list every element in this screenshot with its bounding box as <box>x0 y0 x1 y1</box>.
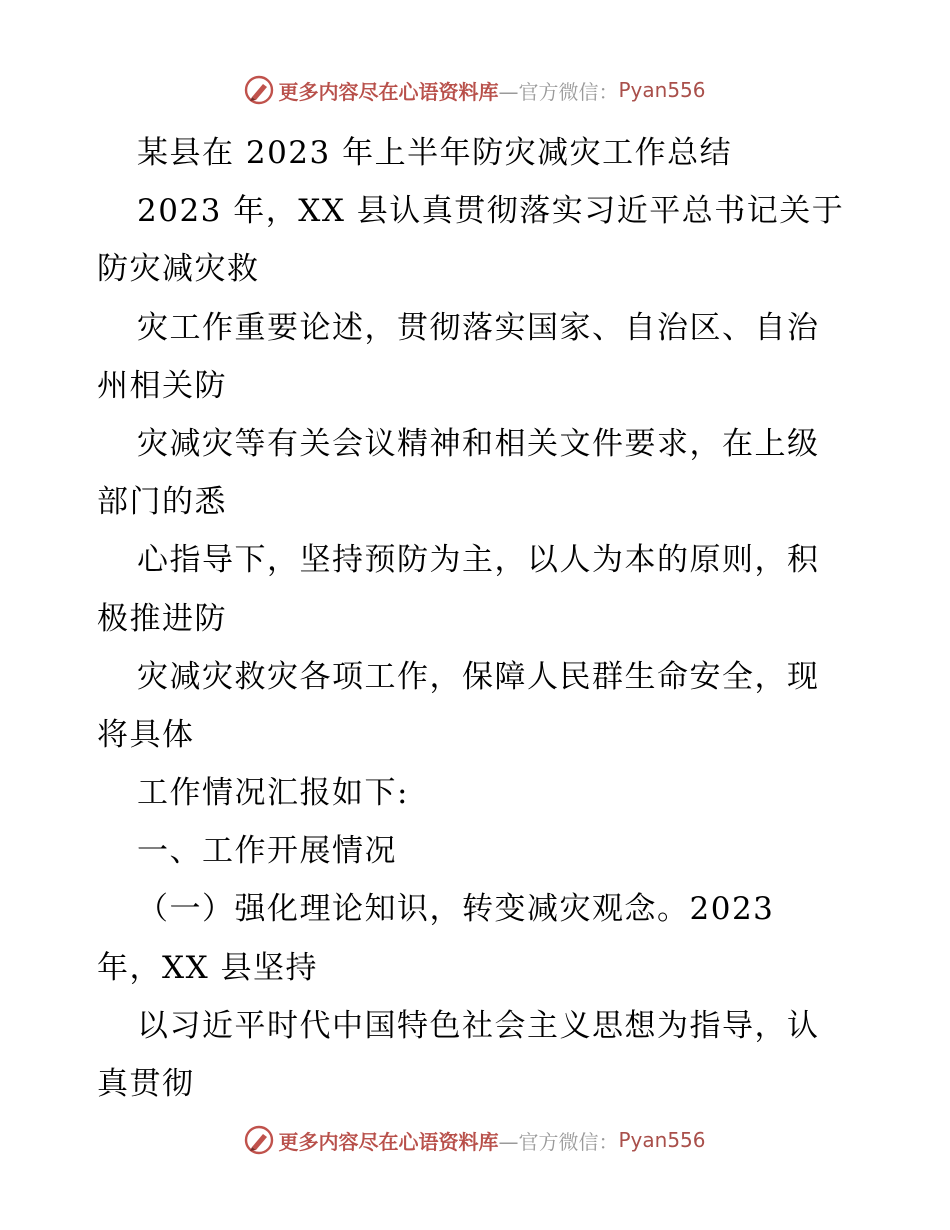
pen-logo-icon <box>244 1125 274 1155</box>
document-body <box>97 124 857 1113</box>
text-line: 部门的悉 <box>97 484 227 521</box>
watermark-wechat-label: —官方微信： <box>498 79 619 104</box>
header-watermark <box>0 70 950 110</box>
text-line: 州相关防 <box>97 367 227 404</box>
text-line: 灾工作重要论述，贯彻落实国家、自治区、自治 <box>137 309 820 346</box>
text-line: （一）强化理论知识，转变减灾观念。2023 <box>137 891 775 928</box>
text-line: 防灾减灾救 <box>97 251 260 288</box>
text-line: 年，XX 县坚持 <box>97 949 318 986</box>
pen-logo-icon <box>244 75 274 105</box>
text-line: 工作情况汇报如下: <box>137 775 409 812</box>
watermark-wechat-id: Pyan556 <box>618 1128 706 1152</box>
text-line: 以习近平时代中国特色社会主义思想为指导，认 <box>137 1007 820 1044</box>
text-line: 心指导下，坚持预防为主，以人为本的原则，积 <box>137 542 820 579</box>
text-line: 真贯彻 <box>97 1066 195 1102</box>
text-line: 灾减灾救灾各项工作，保障人民群生命安全，现 <box>137 658 820 695</box>
text-line: 灾减灾等有关会议精神和相关文件要求，在上级 <box>137 425 820 462</box>
document-title: 某县在 2023 年上半年防灾减灾工作总结 <box>137 135 733 171</box>
text-line: 2023 年，XX 县认真贯彻落实习近平总书记关于 <box>137 193 845 230</box>
watermark-library-text: 更多内容尽在心语资料库 <box>278 1129 499 1154</box>
footer-watermark <box>0 1120 950 1160</box>
watermark-wechat-id: Pyan556 <box>618 78 706 102</box>
text-line: 极推进防 <box>97 600 227 637</box>
text-line: 一、工作开展情况 <box>137 833 397 870</box>
watermark-wechat-label: —官方微信： <box>498 1129 619 1154</box>
watermark-library-text: 更多内容尽在心语资料库 <box>278 79 499 104</box>
text-line: 将具体 <box>97 716 195 753</box>
